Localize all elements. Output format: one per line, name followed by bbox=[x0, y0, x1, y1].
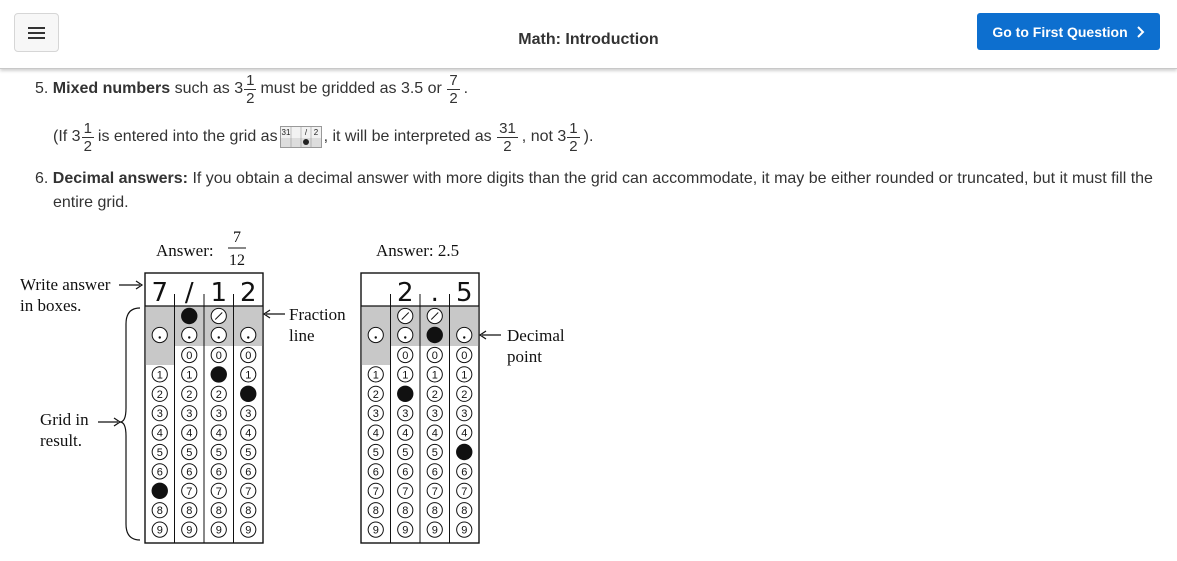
decimal-point-label: Decimal bbox=[507, 326, 565, 345]
digit-bubble-label: 0 bbox=[215, 350, 222, 362]
item5-text: (If 3 bbox=[53, 128, 81, 145]
item6-heading: Decimal answers: bbox=[52, 170, 188, 187]
answer1-denominator: 12 bbox=[229, 252, 245, 269]
digit-bubble-label: 6 bbox=[156, 466, 163, 479]
digit-bubble-label: 9 bbox=[156, 524, 163, 537]
digit-bubble-label: 6 bbox=[431, 466, 438, 479]
dot-bubble bbox=[457, 327, 472, 342]
item5-text: must be gridded as 3.5 or bbox=[260, 80, 442, 97]
digit-bubble-label: 3 bbox=[402, 408, 409, 421]
fraction-line-label: Fraction bbox=[289, 305, 346, 324]
answer-grid-fraction bbox=[145, 273, 263, 543]
digit-bubble-label: 4 bbox=[245, 427, 252, 440]
digit-bubble-label: 8 bbox=[431, 505, 438, 518]
digit-bubble-label: 0 bbox=[402, 350, 409, 362]
digit-bubble-label: 8 bbox=[402, 505, 409, 518]
item5-text: such as 3 bbox=[174, 80, 244, 97]
digit-bubble-label: 4 bbox=[461, 427, 468, 440]
digit-bubble-label: 8 bbox=[156, 505, 163, 518]
answer1-numerator: 7 bbox=[233, 229, 241, 246]
digit-bubble-label: 4 bbox=[372, 427, 379, 440]
digit-bubble-label: 5 bbox=[156, 447, 163, 459]
digit-bubble-label: 4 bbox=[156, 427, 163, 440]
fraction: $\frac{1}{2}$ bbox=[246, 71, 255, 107]
digit-bubble-label: 6 bbox=[245, 466, 252, 479]
item5-text: ). bbox=[583, 128, 594, 145]
digit-bubble-label: 3 bbox=[372, 408, 379, 421]
write-answer-label-2: in boxes. bbox=[20, 296, 82, 315]
digit-bubble-label: 3 bbox=[461, 408, 468, 421]
item5-text: . bbox=[463, 80, 469, 97]
go-to-first-question-button[interactable] bbox=[977, 13, 1160, 50]
answer-box-char: . bbox=[430, 278, 439, 308]
digit-bubble-label: 3 bbox=[245, 408, 252, 421]
mini-grid-digit: 31 bbox=[281, 128, 291, 137]
filled-bubble bbox=[240, 386, 256, 402]
item-number: 5. bbox=[35, 80, 49, 97]
filled-bubble bbox=[211, 366, 227, 382]
answer-box-char: 2 bbox=[239, 278, 257, 308]
digit-bubble-label: 7 bbox=[186, 485, 193, 498]
filled-bubble bbox=[181, 308, 197, 324]
fraction-line-label-2: line bbox=[289, 326, 315, 345]
digit-bubble-label: 5 bbox=[245, 447, 252, 459]
digit-bubble-label: 9 bbox=[431, 524, 438, 537]
digit-bubble-label: 2 bbox=[156, 388, 163, 401]
digit-bubble-label: 5 bbox=[186, 447, 193, 459]
answer-box-char: 7 bbox=[151, 278, 169, 308]
item6-line1 bbox=[35, 169, 1153, 189]
digit-bubble-label: 5 bbox=[215, 447, 222, 459]
write-answer-label: Write answer bbox=[20, 275, 111, 294]
chevron-right-icon bbox=[1136, 26, 1145, 38]
digit-bubble-label: 8 bbox=[186, 505, 193, 518]
digit-bubble-label: 9 bbox=[245, 524, 252, 537]
item-number: 6. bbox=[35, 170, 49, 187]
digit-bubble-label: 1 bbox=[461, 369, 468, 382]
digit-bubble-label: 9 bbox=[186, 524, 193, 537]
digit-bubble-label: 1 bbox=[186, 369, 193, 382]
brace bbox=[120, 308, 140, 540]
answer-box-char: 2 bbox=[396, 278, 414, 308]
digit-bubble-label: 3 bbox=[215, 408, 222, 421]
answer2-label: Answer: 2.5 bbox=[376, 241, 460, 260]
item5-heading: Mixed numbers bbox=[52, 80, 171, 97]
digit-bubble-label: 6 bbox=[215, 466, 222, 479]
dot-bubble bbox=[368, 327, 383, 342]
digit-bubble-label: 1 bbox=[372, 369, 379, 382]
digit-bubble-label: 8 bbox=[245, 505, 252, 518]
digit-bubble-label: 4 bbox=[431, 427, 438, 440]
dot-bubble bbox=[152, 327, 167, 342]
filled-bubble bbox=[152, 483, 168, 499]
item6-text: If you obtain a decimal answer with more digits than the grid can accommodate, it may be either rounded or truncated, but it must fill the bbox=[192, 170, 1153, 187]
decimal-point-label-2: point bbox=[507, 347, 542, 366]
digit-bubble-label: 9 bbox=[461, 524, 468, 537]
digit-bubble-label: 7 bbox=[245, 485, 252, 498]
mini-grid-image bbox=[280, 126, 322, 148]
digit-bubble-label: 6 bbox=[372, 466, 379, 479]
digit-bubble-label: 5 bbox=[431, 447, 438, 459]
go-button-label: Go to First Question bbox=[992, 23, 1128, 40]
digit-bubble-label: 1 bbox=[431, 369, 438, 382]
digit-bubble-label: 1 bbox=[156, 369, 163, 382]
digit-bubble-label: 6 bbox=[402, 466, 409, 479]
hamburger-icon-bar bbox=[28, 27, 45, 29]
item5-text: , it will be interpreted as bbox=[323, 128, 492, 145]
digit-bubble-label: 2 bbox=[215, 388, 222, 401]
digit-bubble-label: 8 bbox=[372, 505, 379, 518]
digit-bubble-label: 9 bbox=[402, 524, 409, 537]
digit-bubble-label: 7 bbox=[461, 485, 468, 498]
fraction: $\frac{31}{2}$ bbox=[499, 119, 516, 155]
digit-bubble-label: 0 bbox=[431, 350, 438, 362]
digit-bubble-label: 6 bbox=[461, 466, 468, 479]
top-bar bbox=[0, 0, 1177, 69]
dot-bubble bbox=[398, 327, 413, 342]
digit-bubble-label: 5 bbox=[372, 447, 379, 459]
digit-bubble-label: 1 bbox=[245, 369, 252, 382]
digit-bubble-label: 8 bbox=[215, 505, 222, 518]
digit-bubble-label: 4 bbox=[215, 427, 222, 440]
fraction: $\frac{7}{2}$ bbox=[449, 71, 458, 107]
digit-bubble-label: 7 bbox=[402, 485, 409, 498]
digit-bubble-label: 9 bbox=[215, 524, 222, 537]
dot-bubble bbox=[182, 327, 197, 342]
digit-bubble-label: 2 bbox=[461, 388, 468, 401]
answer-grid-decimal bbox=[361, 273, 479, 543]
digit-bubble-label: 7 bbox=[215, 485, 222, 498]
digit-bubble-label: 0 bbox=[461, 350, 468, 362]
dot-bubble bbox=[211, 327, 226, 342]
digit-bubble-label: 0 bbox=[186, 350, 193, 362]
digit-bubble-label: 4 bbox=[186, 427, 193, 440]
item5-text: is entered into the grid as bbox=[97, 128, 278, 145]
digit-bubble-label: 8 bbox=[461, 505, 468, 518]
item6-line2 bbox=[53, 193, 129, 213]
item6-text: entire grid. bbox=[53, 194, 129, 211]
digit-bubble-label: 6 bbox=[186, 466, 193, 479]
digit-bubble-label: 3 bbox=[156, 408, 163, 421]
fraction: $\frac{1}{2}$ bbox=[569, 119, 578, 155]
digit-bubble-label: 4 bbox=[402, 427, 409, 440]
digit-bubble-label: 3 bbox=[431, 408, 438, 421]
filled-bubble bbox=[427, 327, 443, 343]
grid-in-label-2: result. bbox=[40, 431, 83, 450]
answer-box-char: 5 bbox=[455, 278, 473, 308]
digit-bubble-label: 3 bbox=[186, 408, 193, 421]
digit-bubble-label: 1 bbox=[402, 369, 409, 382]
grid-in-label: Grid in bbox=[40, 410, 89, 429]
digit-bubble-label: 5 bbox=[402, 447, 409, 459]
filled-bubble bbox=[456, 444, 472, 460]
item5-line1 bbox=[35, 70, 468, 108]
item5-text: , not 3 bbox=[521, 128, 567, 145]
digit-bubble-label: 0 bbox=[245, 350, 252, 362]
mini-grid-slash: / bbox=[304, 128, 307, 137]
digit-bubble-label: 2 bbox=[186, 388, 193, 401]
digit-bubble-label: 7 bbox=[431, 485, 438, 498]
answer-box-char: 1 bbox=[210, 278, 228, 308]
digit-bubble-label: 2 bbox=[431, 388, 438, 401]
dot-bubble bbox=[241, 327, 256, 342]
digit-bubble-label: 7 bbox=[372, 485, 379, 498]
digit-bubble-label: 9 bbox=[372, 524, 379, 537]
page-title: Math: Introduction bbox=[518, 31, 659, 48]
item5-line2 bbox=[53, 118, 593, 156]
fraction: $\frac{1}{2}$ bbox=[83, 119, 92, 155]
digit-bubble-label: 2 bbox=[372, 388, 379, 401]
gridding-figure bbox=[0, 228, 600, 558]
answer1-label: Answer: bbox=[156, 241, 214, 260]
mini-grid-digit: 2 bbox=[313, 128, 318, 137]
filled-bubble bbox=[397, 386, 413, 402]
answer-box-char: / bbox=[184, 278, 194, 308]
